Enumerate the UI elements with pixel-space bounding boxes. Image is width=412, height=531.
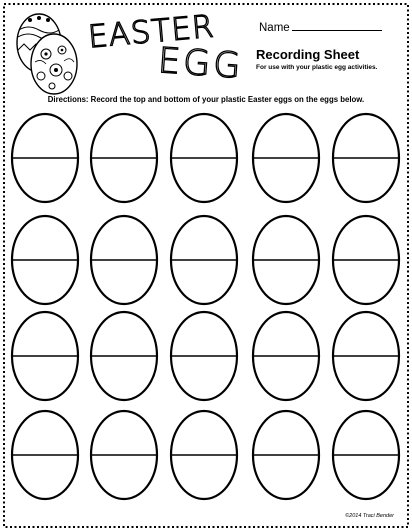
egg-outline[interactable] bbox=[12, 216, 78, 304]
egg-outline[interactable] bbox=[253, 411, 319, 499]
egg-outline[interactable] bbox=[171, 411, 237, 499]
name-label: Name bbox=[259, 22, 290, 34]
title-word-egg: EGG bbox=[156, 41, 245, 87]
egg-outline[interactable] bbox=[12, 114, 78, 202]
egg-outline[interactable] bbox=[253, 216, 319, 304]
recording-sheet-heading: Recording Sheet bbox=[256, 47, 360, 62]
directions-text: Directions: Record the top and bottom of your plastic Easter eggs on the eggs below. bbox=[47, 95, 365, 104]
copyright-text: ©2014 Traci Bender bbox=[345, 513, 394, 519]
egg-outline[interactable] bbox=[12, 312, 78, 400]
egg-outline[interactable] bbox=[253, 114, 319, 202]
egg-outline[interactable] bbox=[91, 114, 157, 202]
usage-note: For use with your plastic egg activities. bbox=[256, 64, 378, 71]
title-word-easter: EASTER bbox=[86, 8, 216, 56]
egg-outline[interactable] bbox=[333, 114, 399, 202]
egg-outline[interactable] bbox=[333, 216, 399, 304]
egg-outline[interactable] bbox=[333, 312, 399, 400]
egg-outline[interactable] bbox=[91, 411, 157, 499]
egg-outline[interactable] bbox=[253, 312, 319, 400]
egg-outline[interactable] bbox=[171, 216, 237, 304]
egg-outline[interactable] bbox=[91, 312, 157, 400]
egg-outline[interactable] bbox=[12, 411, 78, 499]
egg-outline[interactable] bbox=[91, 216, 157, 304]
egg-outline[interactable] bbox=[333, 411, 399, 499]
egg-outline[interactable] bbox=[171, 312, 237, 400]
egg-outline[interactable] bbox=[171, 114, 237, 202]
